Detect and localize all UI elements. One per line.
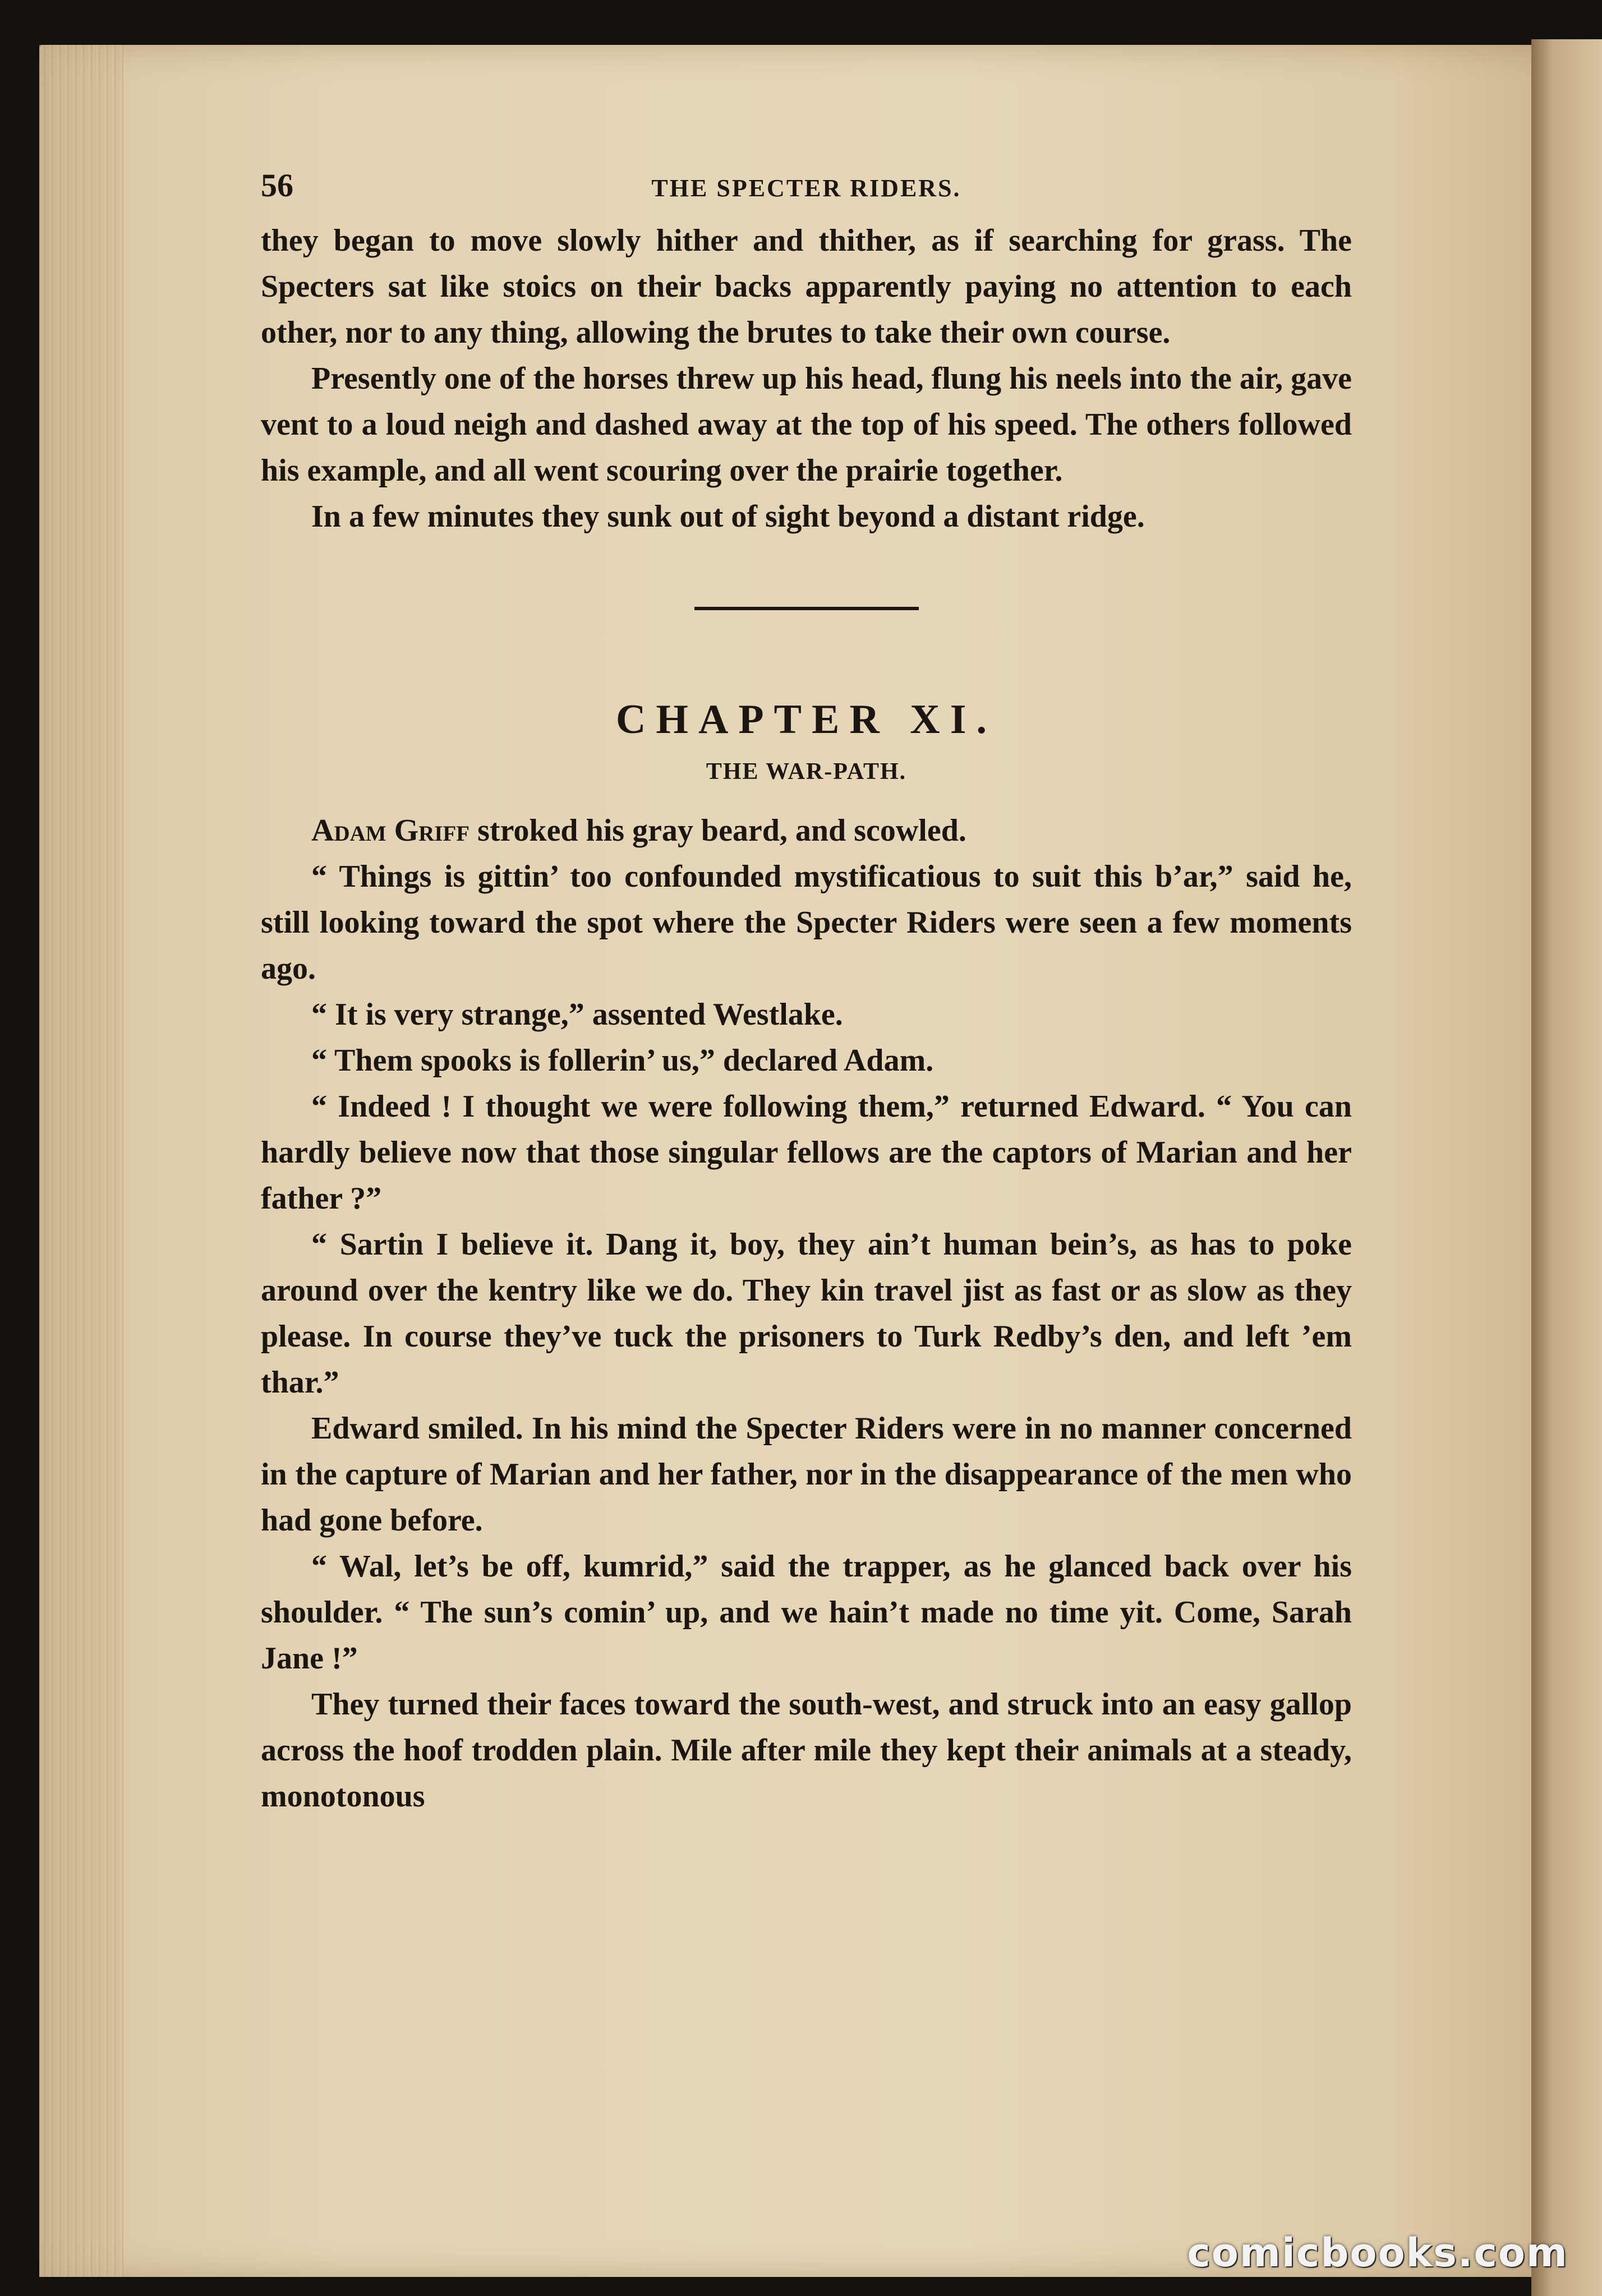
paragraph: “ Them spooks is follerin’ us,” declared Adam. <box>311 1043 934 1078</box>
paragraph: “ It is very strange,” assented Westlake. <box>311 997 843 1032</box>
paragraph: “ Indeed ! I thought we were following them,” returned Edward. “ You can hardly believe now that those singular fellows are the captors of Marian and her father ?” <box>261 1089 1352 1216</box>
watermark: comicbooks.com <box>1187 2230 1568 2276</box>
paragraph <box>261 808 1352 854</box>
paragraph: In a few minutes they sunk out of sight beyond a distant ridge. <box>311 499 1145 534</box>
paragraph-text: stroked his gray beard, and scowled. <box>469 813 966 848</box>
paragraph: they began to move slowly hither and thither, as if searching for grass. The Specters sat like stoics on their backs apparently paying no attention to each other, nor to any thing, allowing the brutes to take their own course. <box>261 223 1352 350</box>
paragraph: “ Sartin I believe it. Dang it, boy, they ain’t human bein’s, as has to poke around over the kentry like we do. They kin travel jist as fast or as slow as they please. In course they’ve tuck the prisoners to Turk Redby’s den, and left ’em thar.” <box>261 1227 1352 1400</box>
page-content <box>261 163 1352 1819</box>
section-rule <box>694 607 919 610</box>
chapter-subtitle: THE WAR-PATH. <box>706 759 907 785</box>
paragraph: Edward smiled. In his mind the Specter Riders were in no manner concerned in the capture of Marian and her father, nor in the disappearance of the men who had gone before. <box>261 1411 1352 1538</box>
paragraph: “ Wal, let’s be off, kumrid,” said the trapper, as he glanced back over his shoulder. “ The sun’s comin’ up, and we hain’t made no time yit. Come, Sarah Jane !” <box>261 1549 1352 1676</box>
chapter-title: CHAPTER XI. <box>615 697 997 743</box>
page-number: 56 <box>261 167 293 204</box>
page-header <box>261 163 1352 213</box>
paragraph-lead: Adam Griff <box>311 813 470 848</box>
paragraph: Presently one of the horses threw up his head, flung his neels into the air, gave vent to a loud neigh and dashed away at the top of his speed. The others followed his example, and all went scouring over the prairie together. <box>261 361 1352 488</box>
facing-page-edge <box>1531 39 1602 2296</box>
paragraph: “ Things is gittin’ too confounded mystificatious to suit this b’ar,” said he, still looking toward the spot where the Specter Riders were seen a few moments ago. <box>261 859 1352 986</box>
paragraph: They turned their faces toward the south-west, and struck into an easy gallop across the hoof trodden plain. Mile after mile they kept their animals at a steady, monotonous <box>261 1687 1352 1814</box>
running-head: THE SPECTER RIDERS. <box>651 174 961 202</box>
page-edges <box>39 45 123 2277</box>
